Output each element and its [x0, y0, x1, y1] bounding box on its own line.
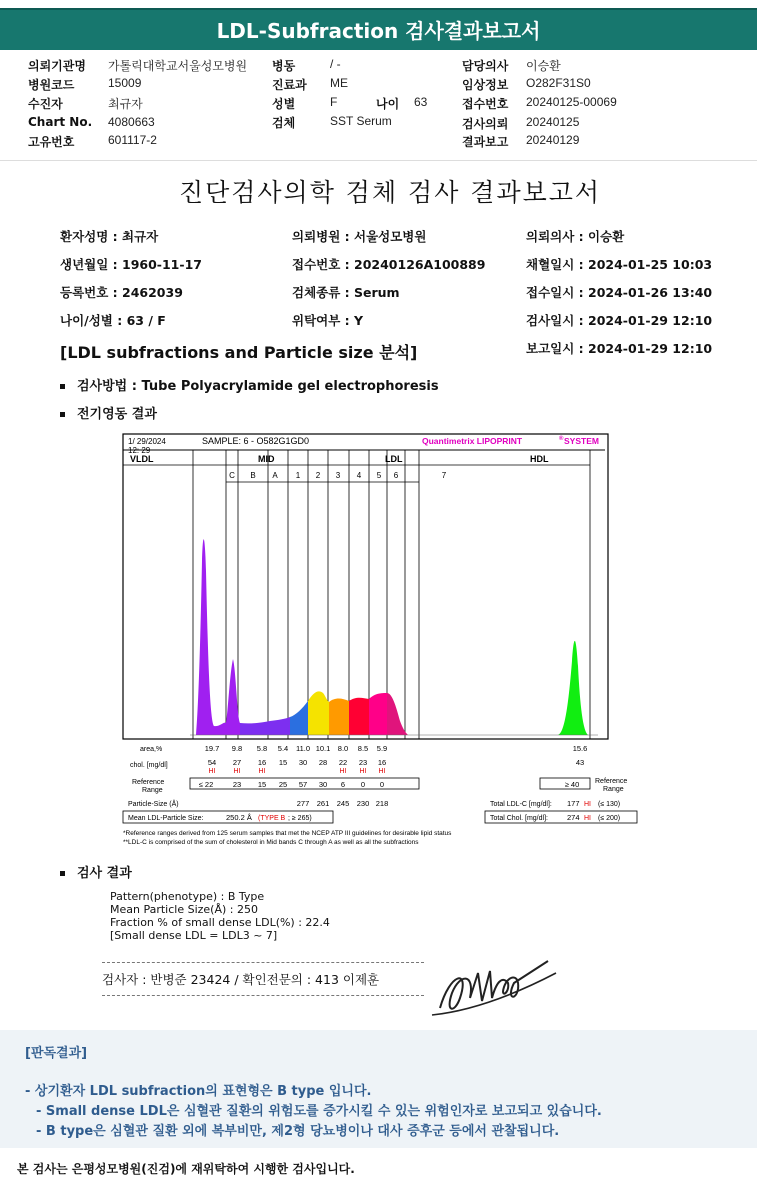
meta-value: 이승환	[526, 59, 561, 73]
chol-value: 15	[278, 758, 288, 767]
band-label: 2	[315, 471, 321, 480]
hi-flag: HI	[378, 768, 386, 775]
area-value: 8.5	[357, 744, 369, 753]
row-label-ref: Range	[142, 787, 163, 794]
info-specimen: 검체종류 : Serum	[292, 285, 400, 300]
particle-size-value: 245	[336, 799, 350, 808]
interpretation-panel	[0, 1030, 757, 1148]
chol-value: 23	[358, 758, 368, 767]
band-label: 3	[335, 471, 341, 480]
row-label-chol: chol. [mg/dl]	[130, 762, 168, 769]
ref-value: 0	[360, 780, 366, 789]
region-label: VLDL	[130, 454, 154, 464]
hi-flag: HI	[359, 768, 367, 775]
area-value: 19.7	[204, 744, 220, 753]
info-received: 접수일시 : 2024-01-26 13:40	[526, 285, 713, 300]
meta-label: 진료과	[272, 78, 307, 92]
total-chol-value: 274	[567, 813, 580, 822]
brand-registered: ®	[559, 436, 564, 442]
area-value: 5.8	[256, 744, 268, 753]
ref-value: 6	[340, 780, 346, 789]
info-outsourced: 위탁여부 : Y	[292, 313, 364, 328]
meta-value: 가톨릭대학교서울성모병원	[108, 59, 248, 73]
electro-text: 전기영동 결과	[77, 407, 157, 422]
meta-value: 20240125-00069	[526, 95, 617, 109]
meta-label: 의뢰기관명	[28, 59, 86, 73]
section-heading: [LDL subfractions and Particle size 분석]	[60, 343, 418, 362]
interpretation-heading: [판독결과]	[25, 1046, 88, 1061]
info-patient-name: 환자성명 : 최규자	[60, 229, 159, 244]
area-value: 5.4	[277, 744, 289, 753]
row-label-mean: Mean LDL-Particle Size:	[128, 815, 204, 822]
chol-value: 22	[338, 758, 348, 767]
time-label: 12: 29	[128, 446, 151, 455]
meta-block	[0, 55, 757, 155]
total-chol-ref: (≤ 200)	[598, 815, 621, 822]
electro-line	[60, 403, 157, 422]
row-label-ref: Reference	[132, 779, 165, 786]
date-label: 1/ 29/2024	[128, 437, 166, 446]
info-collected: 채혈일시 : 2024-01-25 10:03	[526, 257, 713, 272]
report-title-bar	[0, 8, 757, 50]
meta-value: ME	[330, 76, 348, 90]
brand-label: Quantimetrix LIPOPRINT	[422, 436, 523, 446]
area-value: 15.6	[572, 744, 588, 753]
chol-value: 28	[318, 758, 328, 767]
meta-label: 검체	[272, 116, 296, 130]
area-value: 9.8	[231, 744, 243, 753]
region-label: LDL	[385, 454, 403, 464]
info-doctor: 의뢰의사 : 이승환	[526, 229, 625, 244]
info-reported: 보고일시 : 2024-01-29 12:10	[526, 341, 713, 356]
hi-flag: HI	[584, 815, 591, 822]
meta-label: 담당의사	[462, 59, 509, 73]
meta-value: 20240129	[526, 133, 580, 147]
meta-label: 임상정보	[462, 78, 509, 92]
chol-value: 54	[207, 758, 217, 767]
meta-label: Chart No.	[28, 115, 93, 129]
ref-value: 23	[232, 780, 242, 789]
method-line	[60, 375, 439, 394]
result-mean-size: Mean Particle Size(Å) : 250	[110, 903, 258, 916]
chol-value: 16	[377, 758, 387, 767]
ref-right-label: Reference	[595, 778, 628, 785]
meta-label: 고유번호	[28, 135, 75, 149]
meta-label: 나이	[376, 97, 400, 111]
info-reg-no: 등록번호 : 2462039	[60, 285, 183, 300]
divider	[102, 962, 424, 963]
band-label: B	[250, 471, 256, 480]
chart-svg	[120, 431, 640, 851]
meta-value: 4080663	[108, 115, 155, 129]
hi-flag: HI	[258, 768, 266, 775]
band-label: 7	[441, 471, 447, 480]
bullet-icon	[60, 412, 65, 417]
band-label: 1	[295, 471, 301, 480]
mean-size-value: 250.2 Å	[226, 813, 252, 822]
meta-label: 성별	[272, 97, 296, 111]
band-label: 5	[376, 471, 382, 480]
hi-flag: HI	[339, 768, 347, 775]
interpretation-line: - B type은 심혈관 질환 외에 복부비만, 제2형 당뇨병이나 대사 증후군 등에서 관찰됩니다.	[36, 1124, 560, 1139]
info-age-sex: 나이/성별 : 63 / F	[60, 313, 166, 328]
footer-note: 본 검사는 은평성모병원(진검)에 재위탁하여 시행한 검사입니다.	[17, 1162, 355, 1176]
ref-value: 0	[379, 780, 385, 789]
meta-value: O282F31S0	[526, 76, 591, 90]
area-value: 10.1	[315, 744, 331, 753]
document-title: 진단검사의학 검체 검사 결과보고서	[178, 178, 602, 207]
total-ldl-value: 177	[567, 799, 580, 808]
band-label: 6	[393, 471, 399, 480]
total-ldl-ref: (≤ 130)	[598, 801, 621, 808]
ref-value: 30	[318, 780, 328, 789]
divider	[0, 160, 757, 161]
result-heading: 검사 결과	[77, 866, 132, 881]
hi-flag: HI	[208, 768, 216, 775]
area-value: 11.0	[295, 744, 311, 753]
ref-value: ≤ 22	[198, 780, 214, 789]
particle-size-value: 218	[375, 799, 389, 808]
bullet-icon	[60, 384, 65, 389]
area-value: 5.9	[376, 744, 388, 753]
meta-value: 20240125	[526, 115, 580, 129]
fraction-area	[308, 691, 329, 735]
band-label: 4	[356, 471, 362, 480]
info-birth: 생년월일 : 1960-11-17	[60, 257, 202, 272]
meta-label: 병동	[272, 59, 296, 73]
meta-value: 601117-2	[108, 133, 157, 147]
total-chol-label: Total Chol. [mg/dl]:	[490, 815, 548, 822]
hi-flag: HI	[233, 768, 241, 775]
result-line	[60, 862, 132, 881]
region-label: MID	[258, 454, 275, 464]
particle-size-value: 230	[356, 799, 370, 808]
report-title: LDL-Subfraction 검사결과보고서	[216, 19, 541, 43]
particle-size-value: 261	[316, 799, 330, 808]
signature-image	[430, 953, 570, 1023]
ref-value: ≥ 40	[564, 780, 580, 789]
divider	[102, 995, 424, 996]
mean-type: (TYPE B	[258, 815, 286, 822]
chol-value: 16	[257, 758, 267, 767]
footnote: *Reference ranges derived from 125 serum samples that met the NCEP ATP III guidelines for desirable lipid status	[123, 830, 452, 837]
ref-value: 25	[278, 780, 288, 789]
region-label: HDL	[530, 454, 549, 464]
sample-label: SAMPLE: 6 - O582G1GD0	[202, 436, 310, 446]
meta-value: / -	[330, 57, 341, 71]
result-fraction: Fraction % of small dense LDL(%) : 22.4	[110, 916, 330, 929]
hi-flag: HI	[584, 801, 591, 808]
electrophoresis-chart	[120, 431, 640, 851]
meta-value: 63	[414, 95, 428, 109]
band-label: C	[229, 471, 235, 480]
meta-label: 결과보고	[462, 135, 509, 149]
mean-ref: ; ≥ 265)	[288, 815, 312, 822]
method-text: 검사방법 : Tube Polyacrylamide gel electrophoresis	[77, 379, 439, 394]
chol-value: 27	[232, 758, 242, 767]
chol-value: 30	[298, 758, 308, 767]
particle-size-value: 277	[296, 799, 310, 808]
meta-value: SST Serum	[330, 114, 392, 128]
bullet-icon	[60, 871, 65, 876]
fraction-area	[369, 693, 387, 735]
examiner-line: 검사자 : 반병준 23424 / 확인전문의 : 413 이제훈	[102, 972, 380, 987]
total-ldl-label: Total LDL-C [mg/dl]:	[490, 801, 552, 808]
fraction-area	[329, 699, 349, 736]
meta-label: 수진자	[28, 97, 63, 111]
interpretation-line: - 상기환자 LDL subfraction의 표현형은 B type 입니다.	[25, 1084, 372, 1099]
brand-suffix: SYSTEM	[564, 436, 599, 446]
info-hospital: 의뢰병원 : 서울성모병원	[292, 229, 427, 244]
row-label-area: area,%	[140, 746, 163, 753]
row-label-psize: Particle-Size (Å)	[128, 801, 179, 808]
meta-value: F	[330, 95, 338, 109]
info-tested: 검사일시 : 2024-01-29 12:10	[526, 313, 713, 328]
result-box	[110, 890, 330, 942]
result-definition: [Small dense LDL = LDL3 ~ 7]	[110, 929, 278, 942]
footnote: **LDL-C is comprised of the sum of cholesterol in Mid bands C through A as well as all the subfractions	[123, 839, 419, 846]
ref-right-label: Range	[603, 786, 624, 793]
meta-label: 검사의뢰	[462, 117, 509, 131]
fraction-area	[349, 698, 369, 735]
band-label: A	[272, 471, 278, 480]
info-accession: 접수번호 : 20240126A100889	[292, 257, 486, 272]
ref-value: 57	[298, 780, 308, 789]
meta-value: 15009	[108, 76, 142, 90]
meta-label: 접수번호	[462, 97, 509, 111]
area-value: 8.0	[337, 744, 349, 753]
chol-value: 43	[575, 758, 585, 767]
report-document	[30, 165, 750, 1025]
ref-value: 15	[257, 780, 267, 789]
interpretation-line: - Small dense LDL은 심혈관 질환의 위험도를 증가시킬 수 있는 위험인자로 보고되고 있습니다.	[36, 1104, 602, 1119]
result-pattern: Pattern(phenotype) : B Type	[110, 890, 265, 903]
meta-value: 최규자	[108, 97, 143, 111]
meta-label: 병원코드	[28, 78, 75, 92]
plot-frame	[123, 434, 608, 739]
